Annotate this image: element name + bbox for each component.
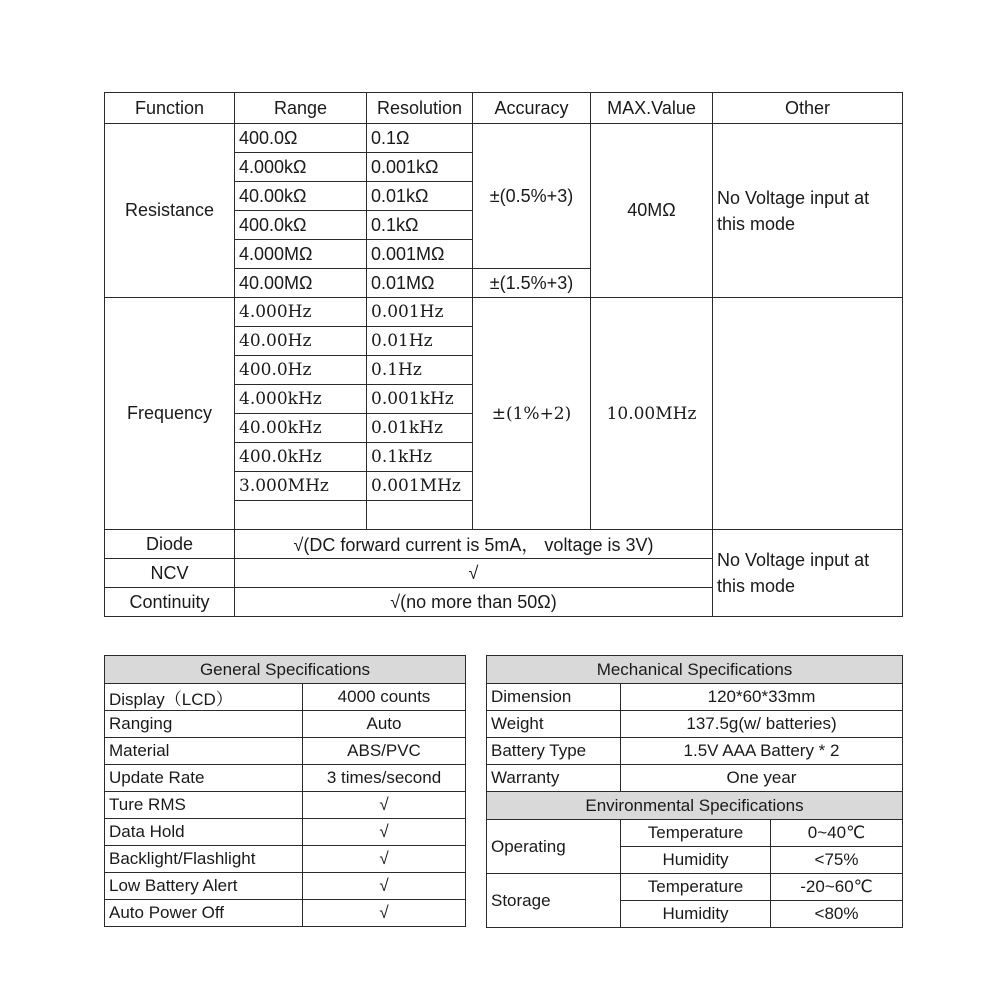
- other-cell: No Voltage input at this mode: [713, 124, 903, 298]
- range-cell-empty: [235, 501, 367, 530]
- spec-label: Dimension: [487, 684, 621, 711]
- table-row: [487, 684, 903, 711]
- accuracy-cell: ±(1.5%+3): [473, 269, 591, 298]
- table-row: [105, 124, 903, 153]
- table-row: [487, 738, 903, 765]
- spec-value: √: [303, 819, 466, 846]
- resolution-cell: 0.01MΩ: [367, 269, 473, 298]
- resolution-cell: 0.001Hz: [367, 298, 473, 327]
- header-row: [105, 93, 903, 124]
- spec-value: 4000 counts: [303, 684, 466, 711]
- env-param-label: Humidity: [621, 847, 771, 874]
- table-row: [487, 820, 903, 847]
- function-resistance: Resistance: [105, 124, 235, 298]
- table-row: [105, 711, 466, 738]
- header-range: Range: [235, 93, 367, 124]
- resolution-cell: 0.01Hz: [367, 327, 473, 356]
- range-cell: 400.0Ω: [235, 124, 367, 153]
- header-max-value: MAX.Value: [591, 93, 713, 124]
- table-row: [487, 765, 903, 792]
- spec-value: 3 times/second: [303, 765, 466, 792]
- spec-label: Display（LCD）: [105, 684, 303, 711]
- accuracy-cell: ±(1%+2): [473, 298, 591, 530]
- mechanical-spec-table: [486, 655, 903, 928]
- other-cell: No Voltage input at this mode: [713, 530, 903, 617]
- range-cell: 40.00Hz: [235, 327, 367, 356]
- env-operating-label: Operating: [487, 820, 621, 874]
- header-accuracy: Accuracy: [473, 93, 591, 124]
- env-param-value: 0~40℃: [771, 820, 903, 847]
- spec-value: One year: [621, 765, 903, 792]
- diode-value: √(DC forward current is 5mA， voltage is 3V): [235, 530, 713, 559]
- range-cell: 40.00kHz: [235, 414, 367, 443]
- range-cell: 400.0Hz: [235, 356, 367, 385]
- accuracy-cell: ±(0.5%+3): [473, 124, 591, 269]
- mechanical-title-row: [487, 656, 903, 684]
- spec-label: Update Rate: [105, 765, 303, 792]
- spec-value: 120*60*33mm: [621, 684, 903, 711]
- table-row: [105, 846, 466, 873]
- table-row: [105, 298, 903, 327]
- resolution-cell: 0.001MΩ: [367, 240, 473, 269]
- env-param-value: <75%: [771, 847, 903, 874]
- spec-label: Data Hold: [105, 819, 303, 846]
- spec-label: Material: [105, 738, 303, 765]
- table-row: [105, 819, 466, 846]
- spec-value: Auto: [303, 711, 466, 738]
- table-row: [105, 530, 903, 559]
- spec-label: Battery Type: [487, 738, 621, 765]
- header-other: Other: [713, 93, 903, 124]
- function-continuity: Continuity: [105, 588, 235, 617]
- function-ncv: NCV: [105, 559, 235, 588]
- spec-label: Weight: [487, 711, 621, 738]
- env-param-label: Humidity: [621, 901, 771, 928]
- spec-value: 1.5V AAA Battery * 2: [621, 738, 903, 765]
- spec-value: √: [303, 846, 466, 873]
- ncv-value: √: [235, 559, 713, 588]
- spec-value: 137.5g(w/ batteries): [621, 711, 903, 738]
- range-cell: 400.0kΩ: [235, 211, 367, 240]
- table-row: [105, 900, 466, 927]
- env-param-label: Temperature: [621, 874, 771, 901]
- header-function: Function: [105, 93, 235, 124]
- header-resolution: Resolution: [367, 93, 473, 124]
- resolution-cell: 0.001kΩ: [367, 153, 473, 182]
- table-row: [105, 792, 466, 819]
- other-cell-empty: [713, 298, 903, 530]
- range-cell: 4.000MΩ: [235, 240, 367, 269]
- table-row: [105, 684, 466, 711]
- resolution-cell-empty: [367, 501, 473, 530]
- spec-value: ABS/PVC: [303, 738, 466, 765]
- table-row: [487, 711, 903, 738]
- resolution-cell: 0.1Hz: [367, 356, 473, 385]
- env-storage-label: Storage: [487, 874, 621, 928]
- spec-label: Ranging: [105, 711, 303, 738]
- function-diode: Diode: [105, 530, 235, 559]
- spec-value: √: [303, 792, 466, 819]
- table-row: [105, 873, 466, 900]
- spec-value: √: [303, 873, 466, 900]
- spec-value: √: [303, 900, 466, 927]
- continuity-value: √(no more than 50Ω): [235, 588, 713, 617]
- function-frequency: Frequency: [105, 298, 235, 530]
- spec-label: Low Battery Alert: [105, 873, 303, 900]
- environmental-title: Environmental Specifications: [487, 792, 903, 820]
- general-title: General Specifications: [105, 656, 466, 684]
- spec-label: Warranty: [487, 765, 621, 792]
- resolution-cell: 0.1kΩ: [367, 211, 473, 240]
- resolution-cell: 0.001MHz: [367, 472, 473, 501]
- function-spec-table: [104, 92, 903, 617]
- resolution-cell: 0.1kHz: [367, 443, 473, 472]
- range-cell: 400.0kHz: [235, 443, 367, 472]
- range-cell: 4.000kΩ: [235, 153, 367, 182]
- range-cell: 4.000kHz: [235, 385, 367, 414]
- max-value-cell: 40MΩ: [591, 124, 713, 298]
- table-row: [487, 874, 903, 901]
- spec-label: Auto Power Off: [105, 900, 303, 927]
- env-param-value: -20~60℃: [771, 874, 903, 901]
- max-value-cell: 10.00MHz: [591, 298, 713, 530]
- range-cell: 4.000Hz: [235, 298, 367, 327]
- resolution-cell: 0.01kHz: [367, 414, 473, 443]
- table-row: [105, 738, 466, 765]
- resolution-cell: 0.1Ω: [367, 124, 473, 153]
- range-cell: 40.00MΩ: [235, 269, 367, 298]
- mechanical-title: Mechanical Specifications: [487, 656, 903, 684]
- general-spec-table: [104, 655, 466, 927]
- spec-label: Backlight/Flashlight: [105, 846, 303, 873]
- env-param-value: <80%: [771, 901, 903, 928]
- env-param-label: Temperature: [621, 820, 771, 847]
- resolution-cell: 0.001kHz: [367, 385, 473, 414]
- spec-label: Ture RMS: [105, 792, 303, 819]
- table-row: [105, 765, 466, 792]
- range-cell: 3.000MHz: [235, 472, 367, 501]
- environmental-title-row: [487, 792, 903, 820]
- general-title-row: [105, 656, 466, 684]
- range-cell: 40.00kΩ: [235, 182, 367, 211]
- resolution-cell: 0.01kΩ: [367, 182, 473, 211]
